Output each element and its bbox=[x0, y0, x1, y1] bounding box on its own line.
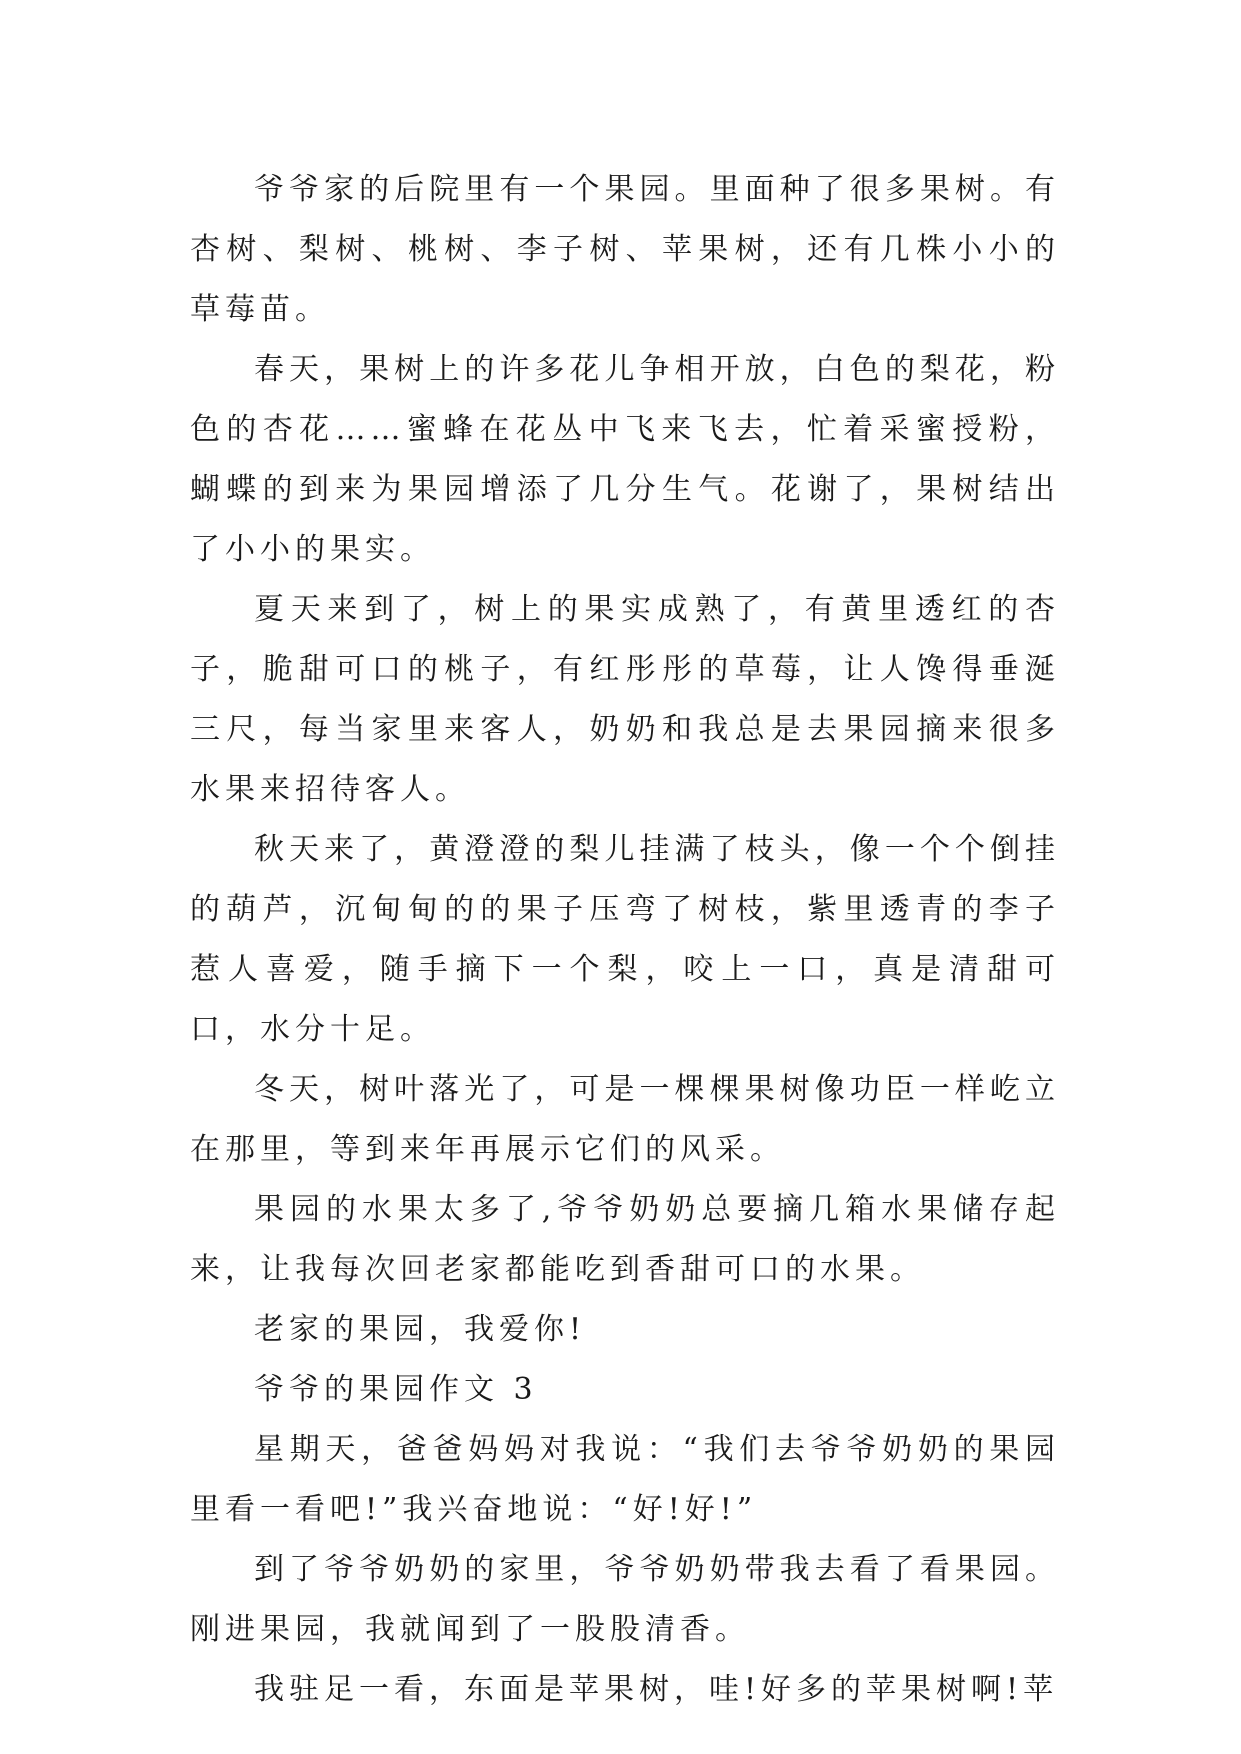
paragraph-apple-trees: 我驻足一看，东面是苹果树，哇!好多的苹果树啊!苹 bbox=[254, 1672, 1059, 1707]
document-body bbox=[190, 160, 1060, 1720]
paragraph-autumn: 秋天来了，黄澄澄的梨儿挂满了枝头，像一个个倒挂的葫芦，沉甸甸的的果子压弯了树枝，紫里透青的李子惹人喜爱，随手摘下一个梨，咬上一口，真是清甜可口，水分十足。 bbox=[190, 832, 1060, 1047]
paragraph-summer: 夏天来到了，树上的果实成熟了，有黄里透红的杏子，脆甜可口的桃子，有红彤彤的草莓，让人馋得垂涎三尺，每当家里来客人，奶奶和我总是去果园摘来很多水果来招待客人。 bbox=[190, 592, 1060, 807]
paragraph-sunday: 星期天，爸爸妈妈对我说：“我们去爷爷奶奶的果园里看一看吧!”我兴奋地说：“好!好!” bbox=[190, 1432, 1060, 1527]
essay-heading: 爷爷的果园作文 3 bbox=[254, 1372, 538, 1407]
paragraph-orchard-intro: 爷爷家的后院里有一个果园。里面种了很多果树。有杏树、梨树、桃树、李子树、苹果树，还有几株小小的草莓苗。 bbox=[190, 172, 1060, 327]
paragraph-winter: 冬天，树叶落光了，可是一棵棵果树像功臣一样屹立在那里，等到来年再展示它们的风采。 bbox=[190, 1072, 1060, 1167]
paragraph-storage: 果园的水果太多了,爷爷奶奶总要摘几箱水果储存起来，让我每次回老家都能吃到香甜可口的水果。 bbox=[190, 1192, 1060, 1287]
paragraph-closing: 老家的果园，我爱你! bbox=[254, 1312, 587, 1347]
paragraph-spring: 春天，果树上的许多花儿争相开放，白色的梨花，粉色的杏花……蜜蜂在花丛中飞来飞去，忙着采蜜授粉，蝴蝶的到来为果园增添了几分生气。花谢了，果树结出了小小的果实。 bbox=[190, 352, 1060, 567]
paragraph-arrival: 到了爷爷奶奶的家里，爷爷奶奶带我去看了看果园。刚进果园，我就闻到了一股股清香。 bbox=[190, 1552, 1060, 1647]
